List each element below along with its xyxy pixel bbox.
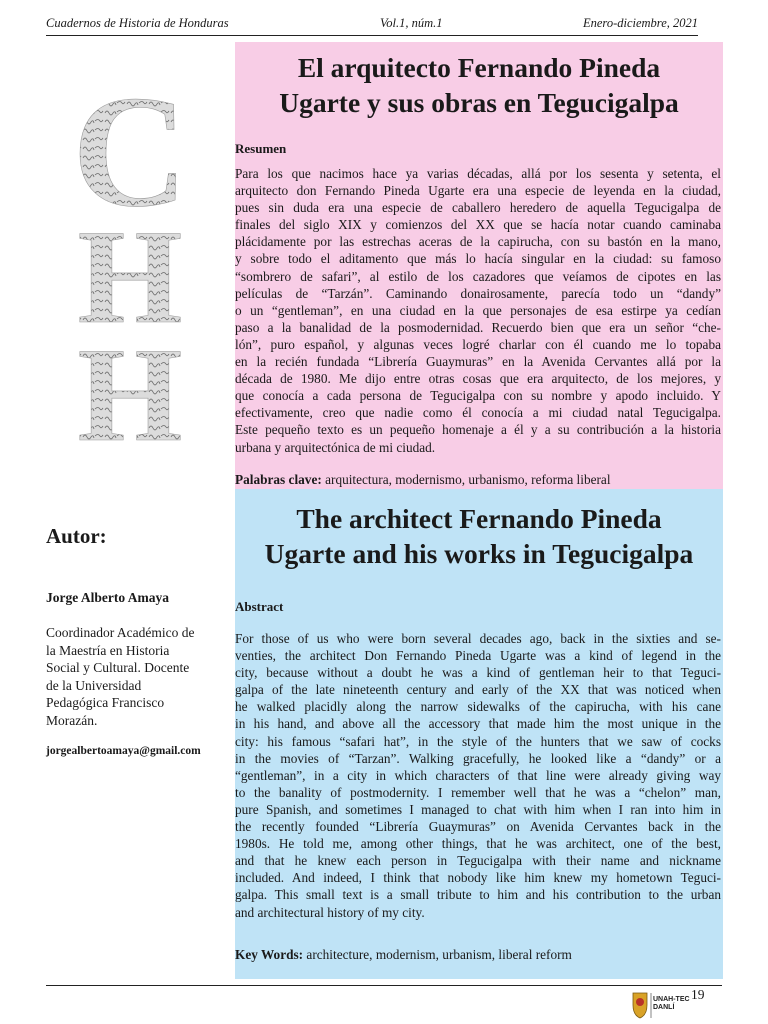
running-header — [46, 13, 698, 36]
resumen-line: o un “gentleman”, en una ciudad en la que personajes de esa estirpe ya cedían — [235, 302, 721, 318]
resumen-line: que conocía a cada persona de Tegucigalpa con su nombre y apodo incluido. Y — [235, 388, 721, 404]
abstract-line: included. And indeed, I think that nobody like him knew my hometown Teguci- — [235, 870, 721, 886]
abstract-line: galpa of the late nineteenth century and early of the XX that was noticed when — [235, 682, 721, 698]
key-words-label: Key Words: — [235, 947, 304, 962]
palabras-clave — [235, 472, 721, 488]
abstract-line: in his hand, and above all the accessory that made him the most unique in the — [235, 716, 721, 732]
abstract-line: and that he knew each person in Tegucigalpa with their name and nickname — [235, 853, 721, 869]
spanish-title-line1: El arquitecto Fernando Pineda — [297, 52, 661, 83]
abstract-line: he walked placidly along the narrow sidewalks of the capirucha, with his cane — [235, 699, 721, 715]
journal-name: Cuadernos de Historia de Honduras — [46, 16, 229, 30]
author-bio-line: Coordinador Académico de — [46, 625, 195, 640]
resumen-line: Para los que nacimos hace ya varias décadas, allá por los sesenta y setenta, el — [235, 166, 721, 181]
abstract-line: and architectural history of my city. — [235, 904, 425, 920]
abstract-line: venties, the architect Don Fernando Pineda Ugarte was a kind of legend in the — [235, 648, 721, 664]
author-heading: Autor: — [46, 524, 107, 548]
logo-letter-c: C — [72, 80, 188, 240]
author-bio — [46, 624, 226, 730]
author-email-link[interactable]: jorgealbertoamaya@gmail.com — [46, 745, 201, 757]
abstract-line: city: his famous “safari hat”, in the style of the hunters that we saw of cocks — [235, 733, 721, 749]
spanish-abstract-panel — [235, 42, 723, 489]
english-title-line2: Ugarte and his works in Tegucigalpa — [264, 538, 694, 569]
author-bio-line: Social y Cultural. Docente — [46, 660, 190, 676]
abstract-line: “gentleman”, in a city in which characters of that line were already giving way — [235, 767, 721, 783]
abstract-line: to the banality of postmodernity. I remember well that he was a “chelon” man, — [235, 784, 721, 800]
resumen-line: Este pequeño texto es un pequeño homenaje a él y a su contribución a la historia — [235, 422, 721, 438]
english-title — [235, 501, 723, 571]
issue-date: Enero-diciembre, 2021 — [582, 16, 698, 30]
author-bio-line: Morazán. — [46, 712, 98, 728]
abstract-heading: Abstract — [235, 599, 284, 614]
logo-letter-h-1: H — [77, 203, 183, 352]
logo-text-line2: DANLÍ — [653, 1004, 675, 1011]
abstract-line: 1980s. He told me, among other things, that he was architect, one of the best, — [235, 836, 721, 852]
resumen-line: películas de “Tarzán”. Caminando donairosamente, parecía todo un “dandy” — [235, 285, 721, 301]
author-bio-line: la Maestría en Historia — [46, 642, 170, 658]
footer-rule — [46, 985, 722, 986]
logo-letter-h-2: H — [77, 321, 183, 445]
key-words — [235, 947, 721, 963]
spanish-title-line2: Ugarte y sus obras en Tegucigalpa — [279, 87, 679, 118]
key-words-values: architecture, modernism, urbanism, liberal reform — [306, 947, 572, 962]
english-title-line1: The architect Fernando Pineda — [296, 503, 662, 534]
resumen-line: década de 1980. Me dijo entre otras cosas que era arquitecto, de los mejores, y — [235, 371, 721, 387]
resumen-line: lón”, puro español, y algunas veces logré charlar con él cuando me lo topaba — [235, 336, 721, 352]
unah-tec-logo-text — [653, 996, 690, 1012]
abstract-line: city, because without a doubt he was a kind of gentleman heir to that Teguci- — [235, 665, 721, 681]
abstract-line: pure Spanish, and sometimes I managed to chat with him when I ran into him in — [235, 801, 721, 817]
palabras-clave-label: Palabras clave: — [235, 472, 322, 487]
resumen-line: “sombrero de safari”, al estilo de los cazadores que veíamos de cipotes en las — [235, 268, 721, 284]
journal-logo-chh — [60, 80, 200, 445]
resumen-heading: Resumen — [235, 141, 287, 156]
abstract-text — [235, 630, 721, 921]
palabras-clave-values: arquitectura, modernismo, urbanismo, reforma liberal — [325, 472, 611, 487]
resumen-line: paso a la banalidad de la posmodernidad. Recuerdo bien que era un señor “che- — [235, 319, 721, 335]
author-bio-line: Pedagógica Francisco — [46, 695, 165, 711]
resumen-line: y sobre todo el aditamento que más lo hacía singular en la ciudad: su famoso — [235, 251, 721, 267]
logo-text-line1: UNAH-TEC — [653, 996, 690, 1003]
resumen-line: pues sin duda era una especie de caballero heredero de aquella Tegucigalpa de — [235, 200, 721, 216]
page-number: 19 — [691, 987, 705, 1002]
abstract-line: For those of us who were born several decades ago, back in the sixties and se- — [235, 631, 721, 646]
resumen-line: efectivamente, creo que nadie como él conocía a mi ciudad natal Tegucigalpa. — [235, 405, 721, 421]
resumen-line: arquitecto don Fernando Pineda Ugarte era una especie de leyenda en la ciudad, — [235, 183, 721, 199]
spanish-title — [235, 50, 723, 120]
author-bio-line: de la Universidad — [46, 677, 142, 693]
author-name: Jorge Alberto Amaya — [46, 590, 169, 605]
resumen-line: plácidamente por las estrechas aceras de la capirucha, con su bastón en la mano, — [235, 234, 721, 250]
resumen-text — [235, 165, 721, 456]
english-abstract-panel — [235, 489, 723, 979]
abstract-line: the recently founded “Librería Guaymuras” on Avenida Cervantes back in the — [235, 819, 721, 835]
resumen-line: finales del siglo XIX y comienzos del XX que se hacía notar cuando caminaba — [235, 217, 721, 233]
abstract-line: galpa. This small text is a small tribute to him and his contribution to the urban — [235, 887, 721, 903]
resumen-line: en la recién fundada “Librería Guaymuras” en la Avenida Cervantes allá por la — [235, 354, 721, 370]
volume-number: Vol.1, núm.1 — [380, 16, 443, 30]
abstract-line: in the movies of “Tarzan”. Walking gracefully, he looked like a “dandy” or a — [235, 750, 721, 766]
resumen-line: urbana y arquitectónica de mi ciudad. — [235, 439, 436, 455]
